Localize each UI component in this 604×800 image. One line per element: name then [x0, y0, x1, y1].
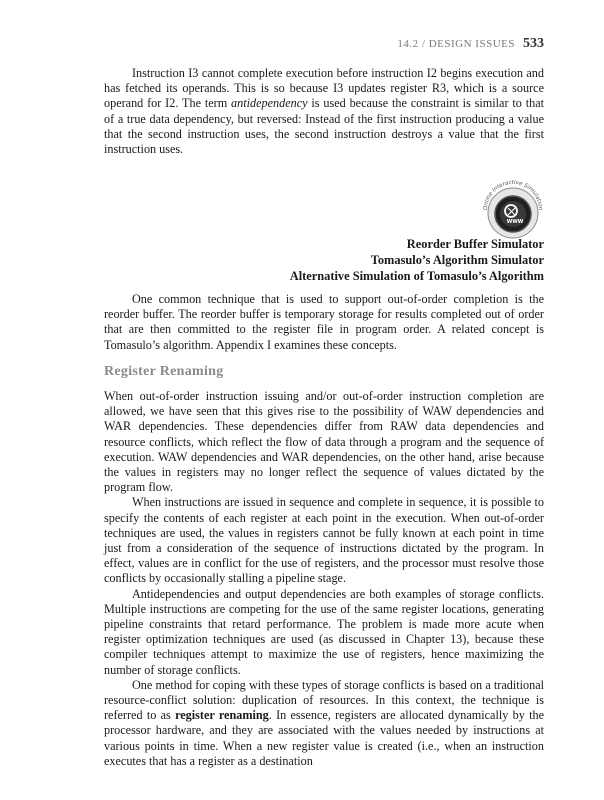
para1-text-b: is used because the constraint is similar to that of a true data dependency, but reversed: Instead of the first instruction producing a value that the second instruction uses, the second instruction destroys a value that the first instruction uses.: [104, 96, 545, 157]
rr-para4-text-a: One method for coping with these types of storage conflicts is based on a traditional resource-conflict solution: duplication of resources. In this context, the technique is referred to as: [104, 677, 544, 723]
link-tomasulo-simulator[interactable]: Tomasulo’s Algorithm Simulator: [370, 253, 544, 267]
rr-para4-text-b: . In essence, registers are allocated dynamically by the processor hardware, and they are associated with the values needed by instructions at various points in time. When a new register value is created (i.e., when an instruction executes that has a register as a destination: [104, 708, 544, 768]
badge-arc-text: Online Interactive Simulation: [482, 179, 544, 211]
paragraph-reorder-buffer: [104, 292, 544, 353]
section-heading: Register Renaming: [104, 364, 224, 379]
simulation-links: [290, 236, 544, 284]
badge-logo-text: WWW: [506, 219, 524, 225]
rr-paragraph-3: Antidependencies and output dependencies are both examples of storage conflicts. Multiple instructions are competing for the use of the same register locations, generating pipeline constraints that retard performance. The problem is made more acute when register optimization techniques are used (as discussed in Chapter 13), because these compiler techniques attempt to maximize the use of registers, hence maximizing the number of storage conflicts.: [104, 586, 544, 677]
rr-paragraph-1: When out-of-order instruction issuing and/or out-of-order instruction completion are allowed, we have seen that this gives rise to the possibility of WAW dependencies and WAR dependencies. These dependencies differ from RAW data dependencies and resource conflicts, which reflect the flow of data through a program and the sequence of execution. WAW dependencies and WAR dependencies, on the other hand, arise because the values in registers may no longer reflect the sequence of values dictated by the program flow.: [104, 389, 544, 495]
para2-text: One common technique that is used to support out-of-order completion is the reorder buffer. The reorder buffer is temporary storage for results completed out of order that are then committed to the register file in program order. A related concept is Tomasulo’s algorithm. Appendix I examines these concepts.: [104, 292, 544, 352]
running-head: [397, 36, 544, 52]
para1-text-a: Instruction I3 cannot complete execution before instruction I2 begins execution and has fetched its operands. This is so because I3 updates register R3, which is a source operand for I2. The term: [104, 66, 544, 111]
rr-paragraph-2: When instructions are issued in sequence and complete in sequence, it is possible to specify the contents of each register at each point in the execution. When out-of-order techniques are used, the values in registers cannot be fully known at each point in time just from a consideration of the sequence of instructions dictated by the program. In effect, values are in conflict for the use of registers, and the processor must resolve those conflicts by occasionally stalling a pipeline stage.: [104, 495, 544, 586]
link-reorder-buffer-simulator[interactable]: Reorder Buffer Simulator: [406, 237, 544, 251]
term-antidependency: antidependency: [231, 96, 308, 111]
online-simulation-icon[interactable]: [478, 175, 548, 245]
page-number: 533: [523, 36, 544, 51]
term-register-renaming: register renaming: [175, 708, 269, 723]
running-head-title: 14.2 / DESIGN ISSUES: [397, 38, 515, 50]
link-alternative-tomasulo-simulation[interactable]: Alternative Simulation of Tomasulo’s Algorithm: [289, 269, 544, 283]
rr-paragraph-4: [104, 678, 544, 769]
paragraph-antidependency: [104, 66, 544, 157]
register-renaming-text: [104, 389, 544, 769]
